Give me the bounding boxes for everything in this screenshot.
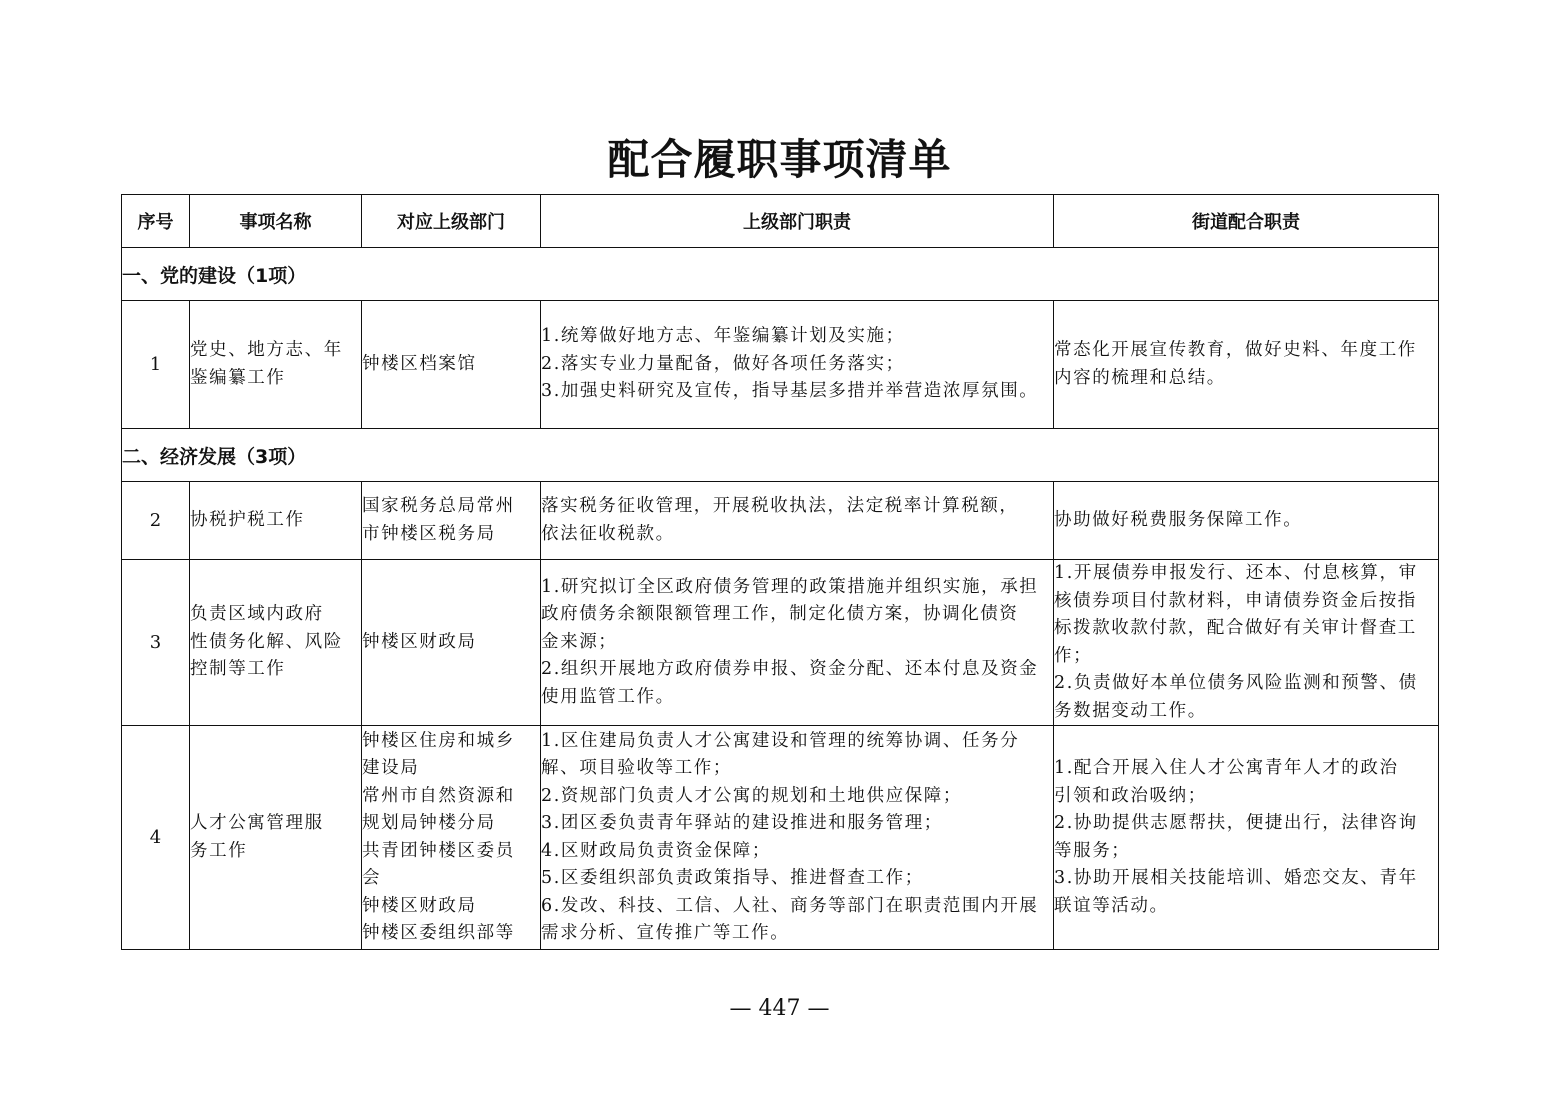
cell-line: 建设局 bbox=[362, 758, 420, 778]
cell-line: 核债券项目付款材料，申请债券资金后按指 bbox=[1054, 590, 1417, 611]
item-name-cell bbox=[190, 482, 362, 560]
superior-duty-cell bbox=[541, 560, 1054, 726]
cell-line: 1.配合开展入住人才公寓青年人才的政治 bbox=[1054, 758, 1399, 778]
cell-line: 市钟楼区税务局 bbox=[362, 523, 496, 544]
cell-line: 1.开展债券申报发行、还本、付息核算，审 bbox=[1054, 563, 1418, 583]
table-body bbox=[122, 248, 1439, 950]
cell-line: 党史、地方志、年 bbox=[190, 340, 343, 360]
department-cell bbox=[362, 726, 541, 950]
cell-line: 务数据变动工作。 bbox=[1054, 700, 1207, 721]
department-cell bbox=[362, 560, 541, 726]
row-index: 3 bbox=[122, 560, 190, 726]
cell-line: 共青团钟楼区委员 bbox=[362, 840, 515, 861]
cell-line: 6.发改、科技、工信、人社、商务等部门在职责范围内开展 bbox=[541, 895, 1039, 916]
cell-line: 人才公寓管理服 bbox=[190, 813, 324, 833]
street-duty-cell bbox=[1054, 560, 1439, 726]
item-name-cell bbox=[190, 301, 362, 429]
table-row bbox=[122, 560, 1439, 726]
cell-line: 标拨款收款付款，配合做好有关审计督查工 bbox=[1054, 618, 1417, 638]
cell-line: 依法征收税款。 bbox=[541, 523, 675, 544]
cell-line: 规划局钟楼分局 bbox=[362, 813, 496, 833]
street-duty-cell bbox=[1054, 301, 1439, 429]
cell-line: 3.协助开展相关技能培训、婚恋交友、青年 bbox=[1054, 868, 1418, 888]
superior-duty-cell bbox=[541, 482, 1054, 560]
cell-line: 作； bbox=[1054, 645, 1093, 666]
page-number: — 447 — bbox=[729, 996, 830, 1021]
department-cell bbox=[362, 301, 541, 429]
row-index: 4 bbox=[122, 726, 190, 950]
section-heading: 二、经济发展（3项） bbox=[122, 429, 1439, 482]
cell-line: 协税护税工作 bbox=[190, 509, 305, 530]
superior-duty-cell bbox=[541, 726, 1054, 950]
header-item-name: 事项名称 bbox=[190, 195, 362, 248]
section-heading: 一、党的建设（1项） bbox=[122, 248, 1439, 301]
cell-line: 1.区住建局负责人才公寓建设和管理的统筹协调、任务分 bbox=[541, 730, 1020, 751]
department-cell bbox=[362, 482, 541, 560]
cell-line: 3.团区委负责青年驿站的建设推进和服务管理； bbox=[541, 813, 943, 833]
cell-line: 性债务化解、风险 bbox=[190, 631, 343, 652]
cell-line: 会 bbox=[362, 868, 382, 888]
row-index: 2 bbox=[122, 482, 190, 560]
cell-line: 常州市自然资源和 bbox=[362, 785, 515, 806]
header-index: 序号 bbox=[122, 195, 190, 248]
cell-line: 钟楼区财政局 bbox=[362, 895, 477, 916]
cell-line: 协助做好税费服务保障工作。 bbox=[1054, 509, 1303, 530]
document-title: 配合履职事项清单 bbox=[607, 135, 952, 184]
street-duty-cell bbox=[1054, 726, 1439, 950]
cell-line: 2.资规部门负责人才公寓的规划和土地供应保障； bbox=[541, 785, 962, 806]
cell-line: 2.协助提供志愿帮扶，便捷出行，法律咨询 bbox=[1054, 813, 1418, 833]
table-header-row bbox=[122, 195, 1439, 248]
cell-line: 国家税务总局常州 bbox=[362, 496, 515, 516]
item-name-cell bbox=[190, 726, 362, 950]
cell-line: 解、项目验收等工作； bbox=[541, 758, 732, 778]
cell-line: 引领和政治吸纳； bbox=[1054, 785, 1207, 806]
row-index: 1 bbox=[122, 301, 190, 429]
header-superior-duty: 上级部门职责 bbox=[541, 195, 1054, 248]
section-row bbox=[122, 429, 1439, 482]
cell-line: 钟楼区财政局 bbox=[362, 631, 477, 652]
header-street-duty: 街道配合职责 bbox=[1054, 195, 1439, 248]
cell-line: 等服务； bbox=[1054, 840, 1131, 861]
cell-line: 政府债务余额限额管理工作，制定化债方案，协调化债资 bbox=[541, 604, 1019, 625]
superior-duty-cell bbox=[541, 301, 1054, 429]
table-row bbox=[122, 726, 1439, 950]
street-duty-cell bbox=[1054, 482, 1439, 560]
cell-line: 联谊等活动。 bbox=[1054, 895, 1169, 916]
duty-table bbox=[121, 194, 1439, 950]
cell-line: 4.区财政局负责资金保障； bbox=[541, 840, 771, 861]
table-row bbox=[122, 482, 1439, 560]
cell-line: 钟楼区住房和城乡 bbox=[362, 730, 515, 751]
cell-line: 1.统筹做好地方志、年鉴编纂计划及实施； bbox=[541, 326, 905, 347]
cell-line: 钟楼区档案馆 bbox=[362, 353, 477, 374]
cell-line: 负责区域内政府 bbox=[190, 604, 324, 625]
cell-line: 5.区委组织部负责政策指导、推进督查工作； bbox=[541, 868, 924, 888]
cell-line: 2.落实专业力量配备，做好各项任务落实； bbox=[541, 353, 905, 374]
cell-line: 内容的梳理和总结。 bbox=[1054, 367, 1226, 388]
cell-line: 务工作 bbox=[190, 840, 248, 861]
cell-line: 鉴编纂工作 bbox=[190, 367, 286, 388]
cell-line: 控制等工作 bbox=[190, 659, 286, 680]
header-department: 对应上级部门 bbox=[362, 195, 541, 248]
cell-line: 3.加强史料研究及宣传，指导基层多措并举营造浓厚氛围。 bbox=[541, 381, 1039, 402]
cell-line: 钟楼区委组织部等 bbox=[362, 923, 515, 943]
cell-line: 常态化开展宣传教育，做好史料、年度工作 bbox=[1054, 340, 1417, 360]
cell-line: 需求分析、宣传推广等工作。 bbox=[541, 923, 790, 943]
cell-line: 落实税务征收管理，开展税收执法，法定税率计算税额， bbox=[541, 496, 1019, 516]
cell-line: 2.组织开展地方政府债券申报、资金分配、还本付息及资金 bbox=[541, 659, 1039, 680]
cell-line: 使用监管工作。 bbox=[541, 686, 675, 707]
cell-line: 2.负责做好本单位债务风险监测和预警、债 bbox=[1054, 673, 1418, 693]
cell-line: 1.研究拟订全区政府债务管理的政策措施并组织实施，承担 bbox=[541, 576, 1039, 597]
cell-line: 金来源； bbox=[541, 631, 618, 652]
section-row bbox=[122, 248, 1439, 301]
table-row bbox=[122, 301, 1439, 429]
item-name-cell bbox=[190, 560, 362, 726]
